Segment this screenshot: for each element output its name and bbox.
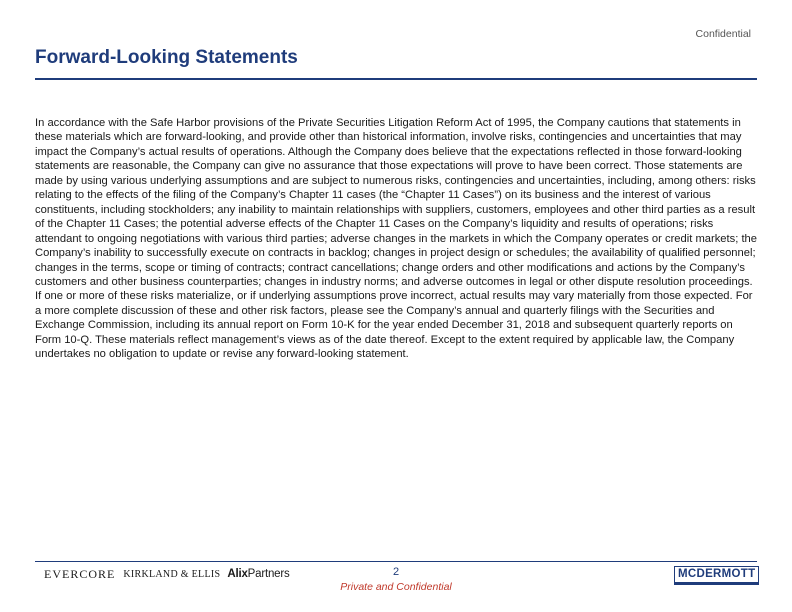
kirkland-ellis-logo: KIRKLAND & ELLIS — [123, 568, 221, 580]
mcdermott-logo: MCDERMOTT — [674, 566, 759, 585]
confidential-header-label: Confidential — [695, 28, 751, 40]
partners-logo-part: Partners — [247, 568, 290, 580]
footer-confidential-label: Private and Confidential — [340, 581, 452, 593]
evercore-logo: EVERCORE — [44, 566, 116, 581]
alixpartners-logo — [227, 568, 289, 580]
alix-logo-part: Alix — [227, 568, 248, 580]
page-title: Forward-Looking Statements — [35, 47, 298, 68]
body-paragraph: In accordance with the Safe Harbor provisions of the Private Securities Litigation Reform Act of 1995, the Company cautions that statements in these materials which are forward-looking, and provide other than historical information, involve risks, contingencies and uncertainties that may impact the Company’s actual results of operations. Although the Company does believe that the expectations reflected in those forward-looking statements are reasonable, the Company can give no assurance that those expectations will prove to have been correct. Those statements are made by using various underlying assumptions and are subject to numerous risks, contingencies and uncertainties, including, among others: risks relating to the effects of the filing of the Company’s Chapter 11 cases (the “Chapter 11 Cases”) on its business and the interest of various constituents, including stockholders; any inability to maintain relationships with suppliers, customers, employees and other third parties as a result of the Chapter 11 Cases; the potential adverse effects of the Chapter 11 Cases on the Company’s liquidity and results of operations; risks attendant to ongoing negotiations with various third parties; adverse changes in the markets in which the Company operates or credit markets; the Company’s inability to successfully execute on contracts in backlog; changes in project design or schedules; the availability of qualified personnel; changes in the terms, scope or timing of contracts; contract cancellations; change orders and other modifications and actions by the Company’s customers and other business counterparties; changes in industry norms; and adverse outcomes in legal or other dispute resolution proceedings. If one or more of these risks materialize, or if underlying assumptions prove incorrect, actual results may vary materially from those expected. For a more complete discussion of these and other risk factors, please see the Company’s annual and quarterly filings with the Securities and Exchange Commission, including its annual report on Form 10-K for the year ended December 31, 2018 and subsequent quarterly reports on Form 10-Q. These materials reflect management’s views as of the date thereof. Except to the extent required by applicable law, the Company undertakes no obligation to update or revise any forward-looking statement. — [35, 117, 757, 361]
page-number: 2 — [392, 566, 400, 578]
footer-logos — [44, 567, 290, 581]
title-divider — [35, 78, 757, 80]
footer-divider — [35, 561, 757, 562]
